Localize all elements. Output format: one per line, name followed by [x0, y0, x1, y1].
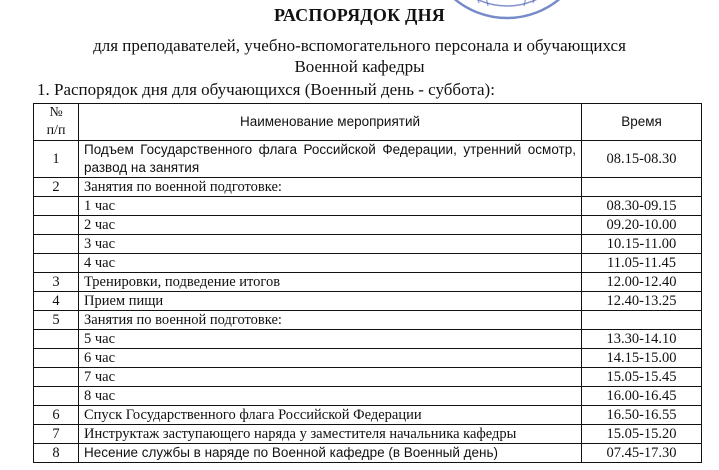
row-time: 15.05-15.20: [582, 425, 702, 444]
row-num: 1: [34, 141, 79, 178]
row-num: 7: [34, 425, 79, 444]
row-time: 16.00-16.45: [582, 387, 702, 406]
table-row: [34, 406, 702, 425]
row-num: 5: [34, 311, 79, 330]
row-time: [582, 178, 702, 197]
row-name: Тренировки, подведение итогов: [79, 273, 582, 292]
row-time: 10.15-11.00: [582, 235, 702, 254]
page-subtitle: [0, 35, 719, 77]
row-name: Спуск Государственного флага Российской Федерации: [79, 406, 582, 425]
row-num: [34, 330, 79, 349]
row-time: 13.30-14.10: [582, 330, 702, 349]
row-name: 6 час: [79, 349, 582, 368]
table-row: [34, 254, 702, 273]
row-name: Занятия по военной подготовке:: [79, 178, 582, 197]
table-row: [34, 368, 702, 387]
table-row: [34, 292, 702, 311]
row-time: 08.30-09.15: [582, 197, 702, 216]
table-row: [34, 330, 702, 349]
table-row: [34, 216, 702, 235]
row-time: 07.45-17.30: [582, 444, 702, 463]
row-name: 4 час: [79, 254, 582, 273]
row-time: 12.00-12.40: [582, 273, 702, 292]
row-name: 7 час: [79, 368, 582, 387]
row-name: Занятия по военной подготовке:: [79, 311, 582, 330]
row-num: [34, 387, 79, 406]
row-time: 09.20-10.00: [582, 216, 702, 235]
row-time: 08.15-08.30: [582, 141, 702, 178]
row-time: 14.15-15.00: [582, 349, 702, 368]
row-time: 11.05-11.45: [582, 254, 702, 273]
subtitle-line-1: для преподавателей, учебно-вспомогательного персонала и обучающихся: [93, 36, 626, 55]
row-num: 6: [34, 406, 79, 425]
row-num: 4: [34, 292, 79, 311]
table-row: [34, 349, 702, 368]
page-title: РАСПОРЯДОК ДНЯ: [273, 5, 445, 25]
table-row: [34, 235, 702, 254]
row-num: 2: [34, 178, 79, 197]
row-num: [34, 216, 79, 235]
row-name: 3 час: [79, 235, 582, 254]
row-name: 2 час: [79, 216, 582, 235]
table-row: [34, 197, 702, 216]
row-time: 15.05-15.45: [582, 368, 702, 387]
row-num: [34, 197, 79, 216]
row-name: Прием пищи: [79, 292, 582, 311]
row-num: [34, 235, 79, 254]
row-num: [34, 254, 79, 273]
row-time: 12.40-13.25: [582, 292, 702, 311]
schedule-table: [33, 103, 702, 463]
row-num: 8: [34, 444, 79, 463]
row-name: 5 час: [79, 330, 582, 349]
table-row: [34, 141, 702, 178]
section-heading: 1. Распорядок дня для обучающихся (Военный день - суббота):: [37, 80, 495, 99]
table-row: [34, 387, 702, 406]
row-name: 8 час: [79, 387, 582, 406]
row-name: Подъем Государственного флага Российской Федерации, утренний осмотр, развод на занятия: [79, 141, 582, 178]
row-name: Несение службы в наряде по Военной кафедре (в Военный день): [79, 444, 582, 463]
table-row: [34, 178, 702, 197]
row-time: 16.50-16.55: [582, 406, 702, 425]
row-name: Инструктаж заступающего наряда у заместителя начальника кафедры: [79, 425, 582, 444]
row-num: [34, 368, 79, 387]
table-row: [34, 273, 702, 292]
table-row: [34, 311, 702, 330]
table-header-row: [34, 104, 702, 141]
table-row: [34, 425, 702, 444]
table-row: [34, 444, 702, 463]
header-name: Наименование мероприятий: [79, 104, 582, 141]
row-time: [582, 311, 702, 330]
subtitle-line-2: Военной кафедры: [294, 57, 425, 76]
row-num: [34, 349, 79, 368]
header-time: Время: [582, 104, 702, 141]
row-name: 1 час: [79, 197, 582, 216]
row-num: 3: [34, 273, 79, 292]
header-num: № п/п: [34, 104, 79, 141]
